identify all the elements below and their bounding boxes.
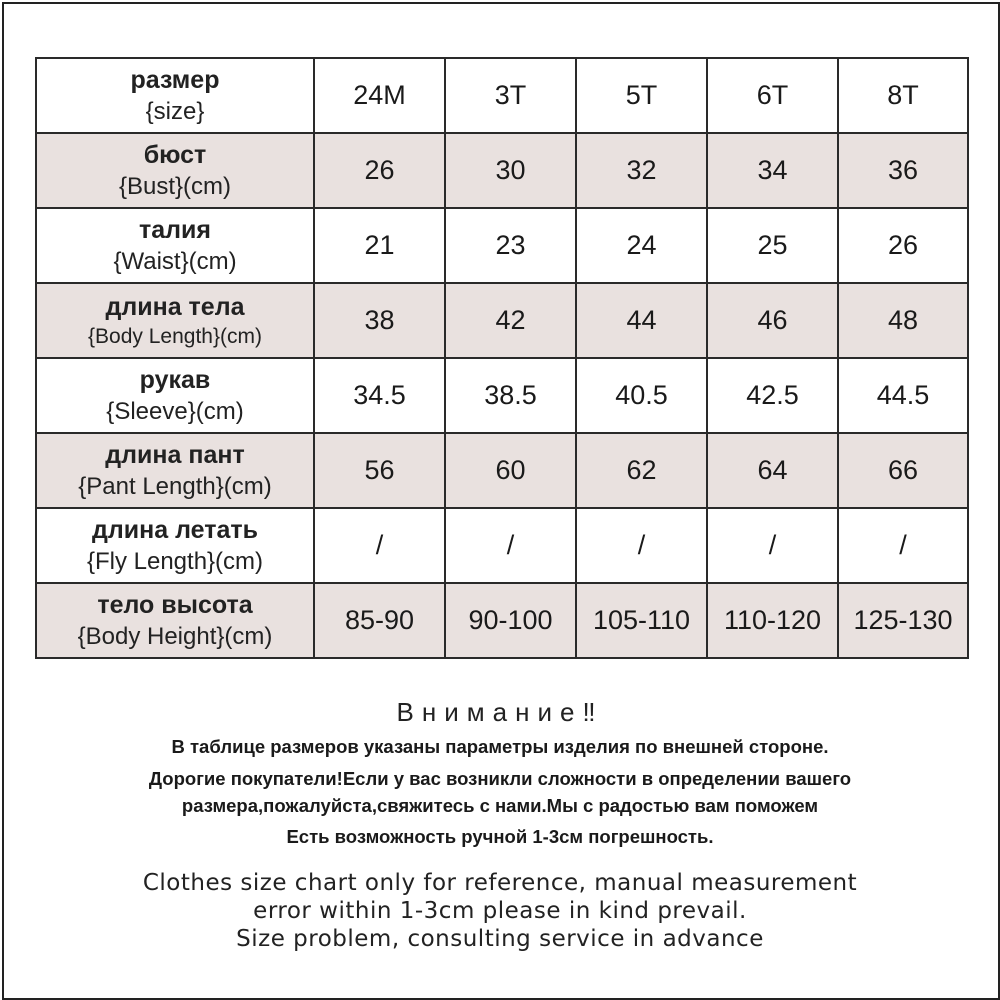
row-label-en: {size} [145, 98, 205, 126]
value-cell: / [838, 508, 968, 583]
value-cell: 21 [314, 208, 445, 283]
value-cell: 32 [576, 133, 707, 208]
value-cell: 56 [314, 433, 445, 508]
row-label-en: {Fly Length}(cm) [86, 548, 264, 576]
size-header-cell: 24M [314, 58, 445, 133]
row-label-en: {Bust}(cm) [118, 173, 232, 201]
row-label-ru: бюст [143, 140, 207, 169]
size-header-cell: 8T [838, 58, 968, 133]
row-label-en: {Sleeve}(cm) [106, 398, 244, 426]
table-row-sleeve [36, 358, 968, 433]
value-cell: 110-120 [707, 583, 838, 658]
value-cell: 26 [838, 208, 968, 283]
value-cell: 44.5 [838, 358, 968, 433]
value-cell: 85-90 [314, 583, 445, 658]
row-label-bust [36, 133, 314, 208]
row-label-ru: рукав [139, 365, 211, 394]
row-label-ru: тело высота [97, 590, 253, 619]
value-cell: 46 [707, 283, 838, 358]
value-cell: 30 [445, 133, 576, 208]
table-row-body-length [36, 283, 968, 358]
english-notice-line: Size problem, consulting service in advance [236, 926, 764, 952]
size-chart-table [35, 57, 969, 659]
row-label-ru: длина летать [92, 515, 258, 544]
value-cell: 62 [576, 433, 707, 508]
value-cell: 60 [445, 433, 576, 508]
row-label-pant-length [36, 433, 314, 508]
row-label-ru: длина тела [105, 292, 245, 321]
notice-line: Есть возможность ручной 1-3см погрешность. [286, 826, 714, 847]
value-cell: 34.5 [314, 358, 445, 433]
value-cell: 44 [576, 283, 707, 358]
row-label-ru: талия [139, 215, 211, 244]
table-row-pant-length [36, 433, 968, 508]
value-cell: 40.5 [576, 358, 707, 433]
value-cell: 38 [314, 283, 445, 358]
row-label-en: {Body Length}(cm) [88, 325, 262, 349]
row-label-body-length [36, 283, 314, 358]
row-label-ru: длина пант [105, 440, 245, 469]
row-label-en: {Waist}(cm) [113, 248, 237, 276]
value-cell: 38.5 [445, 358, 576, 433]
value-cell: / [445, 508, 576, 583]
value-cell: / [707, 508, 838, 583]
value-cell: 26 [314, 133, 445, 208]
row-label-waist [36, 208, 314, 283]
value-cell: 42 [445, 283, 576, 358]
notice-line: размера,пожалуйста,свяжитесь с нами.Мы с радостью вам поможем [181, 795, 819, 816]
english-notice-line: error within 1-3cm please in kind prevail. [253, 898, 747, 924]
value-cell: / [576, 508, 707, 583]
value-cell: 64 [707, 433, 838, 508]
english-notice-line: Clothes size chart only for reference, manual measurement [142, 870, 858, 896]
row-label-en: {Pant Length}(cm) [78, 473, 272, 501]
row-label-size [36, 58, 314, 133]
notice-line: Дорогие покупатели!Если у вас возникли сложности в определении вашего [148, 768, 852, 789]
value-cell: 125-130 [838, 583, 968, 658]
value-cell: 24 [576, 208, 707, 283]
value-cell: 23 [445, 208, 576, 283]
table-row-header [36, 58, 968, 133]
value-cell: 66 [838, 433, 968, 508]
table-row-fly-length [36, 508, 968, 583]
table-row-bust [36, 133, 968, 208]
value-cell: 105-110 [576, 583, 707, 658]
value-cell: 90-100 [445, 583, 576, 658]
notice-line: В таблице размеров указаны параметры изделия по внешней стороне. [171, 736, 829, 757]
row-label-en: {Body Height}(cm) [77, 623, 273, 651]
size-header-cell: 6T [707, 58, 838, 133]
value-cell: 48 [838, 283, 968, 358]
row-label-fly-length [36, 508, 314, 583]
row-label-ru: размер [130, 65, 220, 94]
table-row-body-height [36, 583, 968, 658]
row-label-body-height [36, 583, 314, 658]
value-cell: / [314, 508, 445, 583]
value-cell: 25 [707, 208, 838, 283]
value-cell: 42.5 [707, 358, 838, 433]
table-row-waist [36, 208, 968, 283]
value-cell: 34 [707, 133, 838, 208]
size-header-cell: 5T [576, 58, 707, 133]
size-header-cell: 3T [445, 58, 576, 133]
notice-title: Внимание‼ [396, 697, 604, 727]
row-label-sleeve [36, 358, 314, 433]
value-cell: 36 [838, 133, 968, 208]
